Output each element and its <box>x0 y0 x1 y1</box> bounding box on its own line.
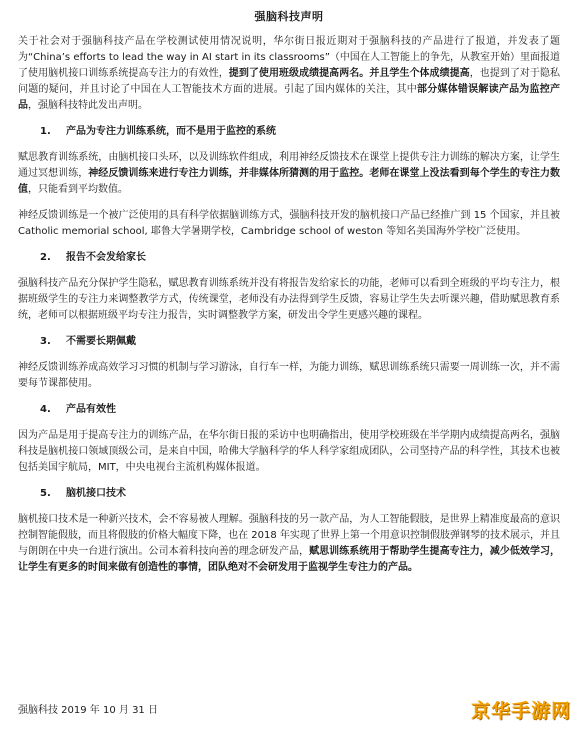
bold-text-run: 神经反馈训练来进行专注力训练，并非媒体所猜测的用于监控。老师在课堂上没法看到每个学生的专注力数值 <box>18 168 561 195</box>
sections-container <box>18 124 560 576</box>
section-heading <box>18 250 560 266</box>
signature-date: 强脑科技 2019 年 10 月 31 日 <box>18 705 158 716</box>
section-heading <box>18 402 560 418</box>
section-number: 5. <box>40 488 51 499</box>
section-heading <box>18 124 560 140</box>
text-run: 强脑科技产品充分保护学生隐私，赋思教育训练系统并没有将报告发给家长的功能，老师可以看到全班级的平均专注力，根据班级学生的专注力来调整教学方式，传统课堂，老师没有办法得到学生反馈，容易让学生失去听课兴趣，借助赋思教育系统，老师可以根据班级平均专注力报告，实时调整教学方案，研发出令学生更感兴趣的课程。 <box>18 278 560 321</box>
bold-text-run: 部分媒体错误解读产品为监控产品 <box>18 84 561 111</box>
section-heading-text: 产品为专注力训练系统，而不是用于监控的系统 <box>66 126 276 137</box>
site-watermark-logo <box>468 694 574 724</box>
document-title: 强脑科技声明 <box>254 10 324 23</box>
text-run: 神经反馈训练是一个被广泛使用的具有科学依据脑训练方式，强脑科技开发的脑机接口产品已经推广到 15 个国家，并且被 Catholic memorial school, 耶鲁大学暑期学校，Cambridge school of weston 等知名美国海外学校广泛使用。 <box>18 210 560 237</box>
text-run: 关于社会对于强脑科技产品在学校测试使用情况说明，华尔街日报近期对于强脑科技的产品进行了报道，并发表了题为“China’s efforts to lead the way in AI start in its classrooms”（中国在人工智能上的争先，从教室开始）里面报道了使用脑机接口训练系统提高专注力的有效性， <box>18 36 560 79</box>
text-run: ，也提到了对于隐私问题的疑问，并且讨论了中国在人工智能技术方面的进展。引起了国内媒体的关注，其中 <box>18 68 561 95</box>
section-heading-text: 不需要长期佩戴 <box>66 336 136 347</box>
text-run: 脑机接口技术是一种新兴技术，会不容易被人理解。强脑科技的另一款产品，为人工智能假肢，是世界上精准度最高的意识控制智能假肢，而且将假肢的价格大幅度下降，也在 2018 年实现了世界上第一个用意识控制假肢弹钢琴的技术展示，并且与朗朗在中央一台进行演出。公司本着科技向善的理念研发产品， <box>18 514 560 557</box>
watermark-text: 京华手游网 <box>470 699 571 722</box>
section-paragraph <box>18 512 560 576</box>
section-heading <box>18 334 560 350</box>
intro-paragraph <box>18 34 560 114</box>
section-number: 1. <box>40 126 51 137</box>
bold-text-run: 赋思训练系统用于帮助学生提高专注力，减少低效学习，让学生有更多的时间来做有创造性的事情，团队绝对不会研发用于监视学生专注力的产品。 <box>18 546 561 573</box>
section-number: 2. <box>40 252 51 263</box>
section-heading-text: 脑机接口技术 <box>66 488 126 499</box>
section-number: 4. <box>40 404 51 415</box>
section-paragraph <box>18 276 560 324</box>
section-paragraph <box>18 360 560 392</box>
text-run: 赋思教育训练系统，由脑机接口头环，以及训练软件组成，利用神经反馈技术在课堂上提供专注力训练的解决方案，让学生通过冥想训练， <box>18 152 560 179</box>
section-paragraph <box>18 150 560 198</box>
text-run: 神经反馈训练养成高效学习习惯的机制与学习游泳，自行车一样，为能力训练，赋思训练系统只需要一周训练一次，并不需要每节课都使用。 <box>18 362 560 389</box>
section-heading-text: 产品有效性 <box>66 404 116 415</box>
text-run: ，只能看到平均数值。 <box>28 184 128 195</box>
section-number: 3. <box>40 336 51 347</box>
section-paragraph <box>18 208 560 240</box>
section-heading <box>18 486 560 502</box>
section-paragraph <box>18 428 560 476</box>
bold-text-run: 提到了使用班级成绩提高两名。并且学生个体成绩提高 <box>228 68 470 79</box>
text-run: ，强脑科技特此发出声明。 <box>28 100 148 111</box>
text-run: 因为产品是用于提高专注力的训练产品，在华尔街日报的采访中也明确指出，使用学校班级在半学期内成绩提高两名，强脑科技是脑机接口领域顶级公司，是来自中国，哈佛大学脑科学的华人科学家组成团队，公司坚持产品的科学性，其技术也被包括美国宇航局，MIT，中央电视台主流机构媒体报道。 <box>18 430 560 473</box>
section-heading-text: 报告不会发给家长 <box>66 252 146 263</box>
